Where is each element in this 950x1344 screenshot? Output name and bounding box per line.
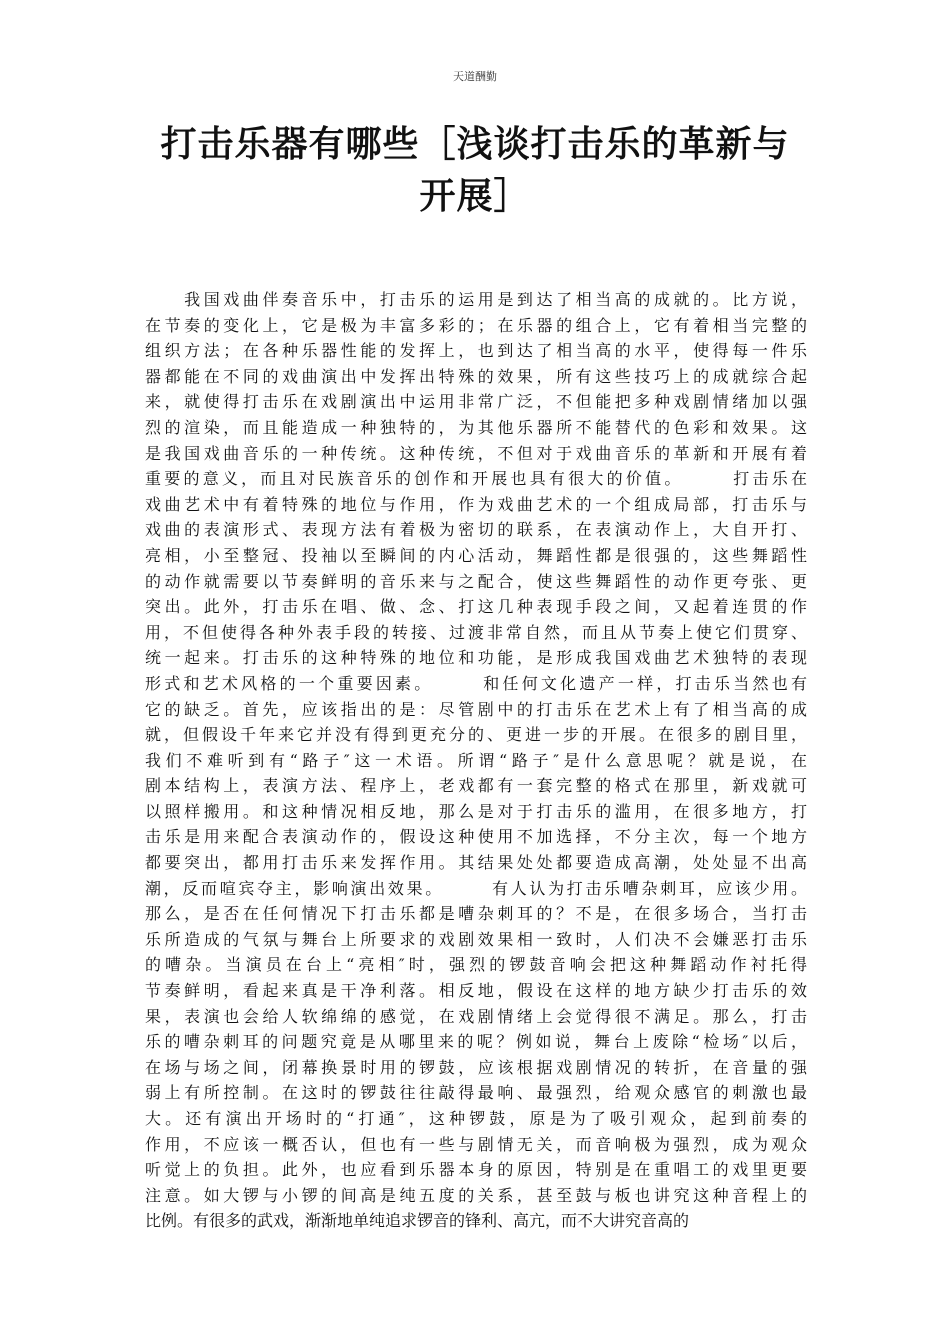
body-text-line: 节奏鲜明，看起来真是干净利落。相反地，假设在这样的地方缺少打击乐的效 bbox=[145, 981, 807, 1001]
body-text-line: 我们不难听到有“路子″这一术语。所谓“路子″是什么意思呢？就是说，在 bbox=[145, 750, 807, 770]
body-text-line: 统一起来。打击乐的这种特殊的地位和功能，是形成我国戏曲艺术独特的表现 bbox=[145, 648, 807, 668]
body-text-line: 的嘈杂。当演员在台上“亮相″时，强烈的锣鼓音响会把这种舞蹈动作衬托得 bbox=[145, 955, 807, 975]
body-text-line: 是我国戏曲音乐的一种传统。这种传统，不但对于戏曲音乐的革新和开展有着 bbox=[145, 443, 807, 463]
body-text-line: 听觉上的负担。此外，也应看到乐器本身的原因，特别是在重唱工的戏里更要 bbox=[145, 1160, 807, 1180]
body-text-line: 剧本结构上，表演方法、程序上，老戏都有一套完整的格式在那里，新戏就可 bbox=[145, 776, 807, 796]
document-title bbox=[120, 118, 830, 222]
body-text-line: 重要的意义，而且对民族音乐的创作和开展也具有很大的价值。 打击乐在 bbox=[145, 469, 807, 489]
body-text-line: 作用，不应该一概否认，但也有一些与剧情无关，而音响极为强烈，成为观众 bbox=[145, 1134, 807, 1154]
body-text-line: 它的缺乏。首先，应该指出的是：尽管剧中的打击乐在艺术上有了相当高的成 bbox=[145, 699, 807, 719]
body-text-line: 乐的嘈杂刺耳的问题究竟是从哪里来的呢？例如说，舞台上废除“检场″以后， bbox=[145, 1032, 807, 1052]
body-text-line: 的动作就需要以节奏鲜明的音乐来与之配合，使这些舞蹈性的动作更夸张、更 bbox=[145, 571, 807, 591]
body-text-line: 大。还有演出开场时的“打通″，这种锣鼓，原是为了吸引观众，起到前奏的 bbox=[145, 1109, 807, 1128]
body-text-line: 用，不但使得各种外表手段的转接、过渡非常自然，而且从节奏上使它们贯穿、 bbox=[145, 622, 807, 642]
body-text-line: 弱上有所控制。在这时的锣鼓往往敲得最响、最强烈，给观众感官的刺激也最 bbox=[145, 1083, 807, 1103]
body-text-line: 烈的渲染，而且能造成一种独特的，为其他乐器所不能替代的色彩和效果。这 bbox=[145, 417, 807, 437]
body-text-line: 组织方法；在各种乐器性能的发挥上，也到达了相当高的水平，使得每一件乐 bbox=[145, 341, 807, 361]
body-text-line: 在场与场之间，闭幕换景时用的锣鼓，应该根据戏剧情况的转折，在音量的强 bbox=[145, 1057, 807, 1077]
body-text-line: 就，但假设千年来它并没有得到更充分的、更进一步的开展。在很多的剧目里， bbox=[145, 725, 807, 745]
body-text-line: 戏曲的表演形式、表现方法有着极为密切的联系，在表演动作上，大自开打、 bbox=[145, 520, 807, 540]
body-text-line: 乐所造成的气氛与舞台上所要求的戏剧效果相一致时，人们决不会嫌恶打击乐 bbox=[145, 929, 807, 949]
body-text-line: 来，就使得打击乐在戏剧演出中运用非常广泛，不但能把多种戏剧情绪加以强 bbox=[145, 392, 807, 412]
page-header: 天道酬勤 bbox=[453, 70, 497, 83]
body-text-line: 潮，反而喧宾夺主，影响演出效果。 有人认为打击乐嘈杂刺耳，应该少用。 bbox=[145, 878, 807, 898]
body-text-line: 器都能在不同的戏曲演出中发挥出特殊的效果，所有这些技巧上的成就综合起 bbox=[145, 366, 807, 386]
body-text-line: 以照样搬用。和这种情况相反地，那么是对于打击乐的滥用，在很多地方，打 bbox=[145, 801, 807, 821]
document-body bbox=[145, 287, 807, 1234]
body-text-line: 在节奏的变化上，它是极为丰富多彩的；在乐器的组合上，它有着相当完整的 bbox=[145, 315, 807, 335]
body-text-line: 注意。如大锣与小锣的间高是纯五度的关系，甚至鼓与板也讲究这种音程上的 bbox=[145, 1185, 807, 1205]
title-line-1: 打击乐器有哪些［浅谈打击乐的革新与 bbox=[160, 123, 790, 165]
body-text-line: 果，表演也会给人软绵绵的感觉，在戏剧情绪上会觉得很不满足。那么，打击 bbox=[145, 1006, 807, 1026]
body-text-line: 突出。此外，打击乐在唱、做、念、打这几种表现手段之间，又起着连贯的作 bbox=[145, 597, 807, 617]
title-line-2: 开展］ bbox=[419, 175, 531, 217]
body-text-line: 击乐是用来配合表演动作的，假设这种使用不加选择，不分主次，每一个地方 bbox=[145, 827, 807, 847]
body-text-line: 形式和艺术风格的一个重要因素。 和任何文化遗产一样，打击乐当然也有 bbox=[145, 673, 807, 693]
body-text-line: 都要突出，都用打击乐来发挥作用。其结果处处都要造成高潮，处处显不出高 bbox=[145, 853, 807, 873]
body-text-line: 那么，是否在任何情况下打击乐都是嘈杂刺耳的？不是，在很多场合，当打击 bbox=[145, 904, 807, 924]
body-text-line: 比例。有很多的武戏，渐渐地单纯追求锣音的锋利、高亢，而不大讲究音高的 bbox=[145, 1211, 690, 1231]
body-text-line: 亮相，小至整冠、投袖以至瞬间的内心活动，舞蹈性都是很强的，这些舞蹈性 bbox=[145, 545, 807, 565]
body-text-line: 我国戏曲伴奏音乐中，打击乐的运用是到达了相当高的成就的。比方说， bbox=[145, 290, 807, 309]
body-text-line: 戏曲艺术中有着特殊的地位与作用，作为戏曲艺术的一个组成局部，打击乐与 bbox=[145, 494, 807, 514]
